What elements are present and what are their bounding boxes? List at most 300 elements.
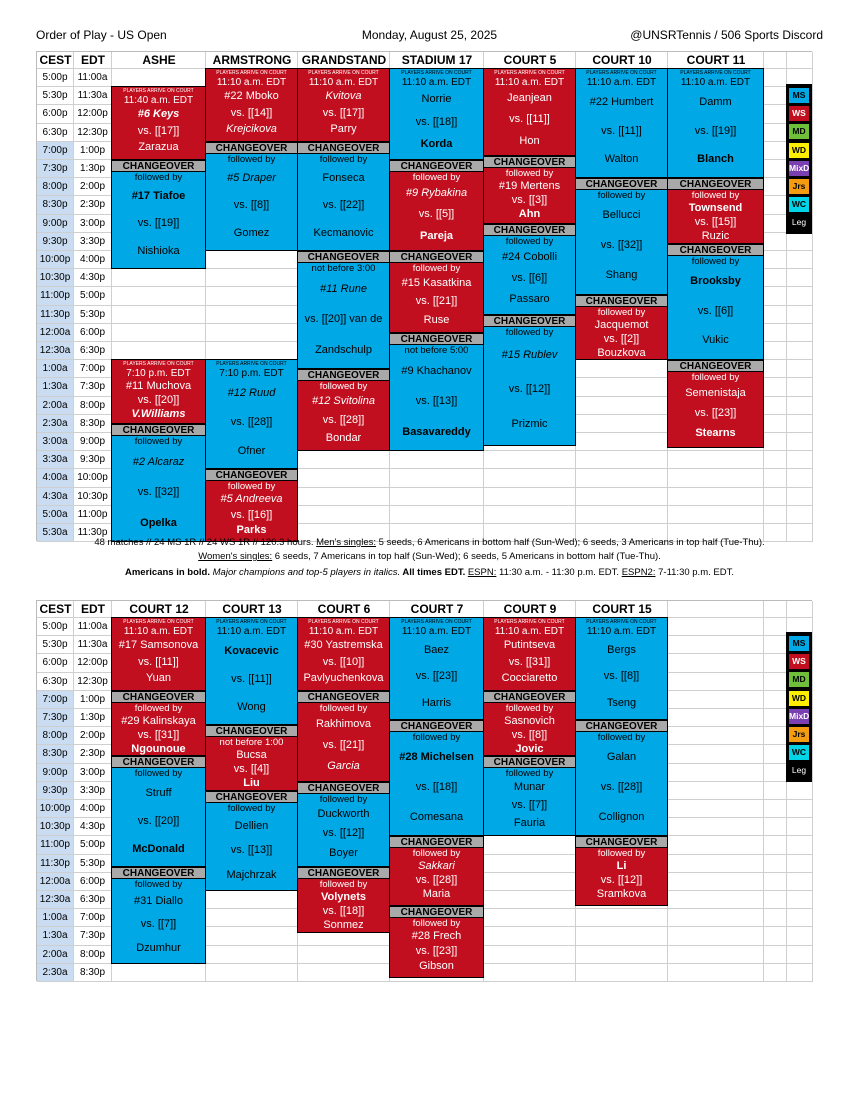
player-line: Stearns [695, 427, 736, 440]
changeover-bar: CHANGEOVER [390, 836, 483, 848]
changeover-bar: CHANGEOVER [298, 867, 389, 879]
start-time: 11:10 a.m. EDT [401, 626, 472, 637]
player-line: Comesana [409, 810, 464, 823]
column-header: CEST [39, 53, 72, 67]
match-block[interactable] [389, 250, 484, 333]
player-line: Wong [237, 701, 266, 714]
column-header: ASHE [142, 53, 176, 67]
match-block[interactable] [205, 141, 298, 251]
match-block[interactable] [111, 690, 206, 757]
match-block[interactable] [575, 177, 668, 294]
match-block[interactable] [389, 68, 484, 160]
cest-time: 2:30a [37, 415, 73, 432]
page-header [36, 28, 823, 44]
edt-time: 2:30p [79, 748, 106, 760]
column-header: COURT 13 [222, 602, 282, 616]
changeover-bar: CHANGEOVER [390, 333, 483, 345]
match-block[interactable] [483, 617, 576, 691]
edt-time: 1:00p [79, 693, 106, 705]
player-line: Prizmic [511, 418, 548, 431]
order-note: not before 3:00 [311, 263, 376, 274]
player-line: vs. [[15]] [694, 216, 737, 229]
match-block[interactable] [205, 617, 298, 725]
changeover-bar: CHANGEOVER [206, 725, 297, 737]
start-time: 11:10 a.m. EDT [123, 626, 194, 637]
cest-time: 2:00a [37, 946, 73, 963]
match-block[interactable] [389, 905, 484, 979]
order-note: not before 5:00 [404, 344, 469, 356]
player-line: Munar [513, 781, 546, 794]
player-line: vs. [[11]] [231, 673, 272, 686]
cest-time: 3:30a [37, 451, 73, 468]
start-time: 11:40 a.m. EDT [123, 95, 194, 107]
changeover-bar: CHANGEOVER [206, 791, 297, 803]
start-time: 11:10 a.m. EDT [308, 77, 379, 88]
cest-time: 6:00p [42, 657, 68, 669]
arrival-note: PLAYERS ARRIVE ON COURT [494, 70, 565, 76]
match-block[interactable] [111, 866, 206, 963]
edt-time: 12:30p [77, 675, 108, 687]
player-line: Damm [699, 96, 732, 108]
player-line: #11 Muchova [125, 380, 192, 393]
player-line: Gibson [419, 960, 454, 973]
player-line: Sakkari [418, 860, 455, 873]
edt-time: 7:00p [79, 363, 106, 375]
start-time: 7:10 p.m. EDT [126, 368, 191, 380]
match-block[interactable] [483, 755, 576, 836]
match-block[interactable] [297, 866, 390, 933]
player-line: vs. [[4]] [233, 763, 270, 776]
changeover-bar: CHANGEOVER [206, 469, 297, 481]
cest-time: 5:00p [42, 621, 68, 632]
changeover-bar: CHANGEOVER [112, 867, 205, 879]
note-line: 48 matches // 24 MS 1R // 24 WS 1R // 120.3 hours. Men's singles: 5 seeds, 6 Americans in bottom half (Sun-Wed); 6 seeds, 3 Americans in top half (Tue-Thu). [94, 537, 765, 548]
player-line: vs. [[31]] [137, 728, 180, 741]
changeover-bar: CHANGEOVER [484, 224, 575, 236]
start-time: 11:10 a.m. EDT [494, 626, 565, 637]
start-time: 11:10 a.m. EDT [308, 626, 379, 637]
edt-time: 10:30p [77, 490, 108, 502]
cest-time: 1:30a [37, 927, 73, 944]
start-time: 11:10 a.m. EDT [586, 626, 657, 637]
order-note: followed by [412, 848, 461, 860]
player-line: #22 Humbert [589, 96, 654, 108]
player-line: Shang [605, 268, 638, 281]
edt-time: 6:00p [79, 326, 106, 338]
match-block[interactable] [389, 617, 484, 720]
changeover-bar: CHANGEOVER [298, 782, 389, 794]
player-line: Jacquemot [594, 318, 649, 331]
player-line: vs. [[19]] [694, 124, 737, 137]
changeover-bar: CHANGEOVER [576, 836, 667, 848]
arrival-note: PLAYERS ARRIVE ON COURT [308, 70, 379, 76]
player-line: Passaro [509, 293, 550, 306]
player-line: #17 Samsonova [118, 639, 199, 651]
edt-time: 3:30p [79, 784, 106, 796]
order-note: followed by [319, 879, 368, 891]
changeover-bar: CHANGEOVER [576, 178, 667, 190]
player-line: Townsend [688, 202, 743, 215]
cest-time: 4:00a [37, 469, 73, 486]
edt-time: 4:30p [79, 272, 106, 284]
match-block[interactable] [111, 86, 206, 160]
arrival-note: PLAYERS ARRIVE ON COURT [123, 619, 194, 625]
order-note: followed by [505, 326, 554, 338]
cest-time: 8:30p [37, 745, 73, 762]
cest-time: 8:00p [37, 178, 73, 195]
cest-time: 7:30p [37, 709, 73, 726]
column-header: CEST [39, 602, 72, 616]
player-line: vs. [[10]] [322, 655, 365, 668]
order-note: followed by [134, 172, 183, 183]
player-line: Ngounoue [131, 742, 186, 755]
column-header: COURT 15 [592, 602, 652, 616]
edt-time: 8:00p [79, 399, 106, 411]
changeover-bar: CHANGEOVER [576, 720, 667, 732]
player-line: vs. [[8]] [603, 670, 640, 683]
player-line: vs. [[21]] [415, 295, 458, 308]
player-line: Sramkova [596, 888, 647, 901]
edt-time: 7:30p [79, 930, 106, 942]
player-line: #30 Yastremska [304, 639, 383, 651]
cest-time: 9:00p [37, 764, 73, 781]
match-block[interactable] [483, 223, 576, 315]
match-block[interactable] [575, 294, 668, 361]
changeover-bar: CHANGEOVER [112, 691, 205, 703]
changeover-bar: CHANGEOVER [390, 251, 483, 263]
player-line: Putintseva [503, 639, 556, 651]
order-note: followed by [319, 381, 368, 393]
match-block[interactable] [111, 423, 206, 542]
order-note: followed by [412, 731, 461, 743]
cest-time: 4:30a [37, 488, 73, 505]
legend-item: MS [789, 636, 809, 651]
player-line: vs. [[8]] [233, 199, 270, 212]
player-line: vs. [[28]] [415, 874, 458, 887]
note-line: Americans in bold. Major champions and top-5 players in italics. All times EDT. ESPN: 11:30 a.m. - 11:30 p.m. EDT. ESPN2: 7-11:30 p.m. EDT. [125, 567, 734, 578]
match-block[interactable] [575, 835, 668, 905]
edt-time: 1:30p [79, 163, 106, 174]
arrival-note: PLAYERS ARRIVE ON COURT [308, 619, 379, 625]
start-time: 11:10 a.m. EDT [680, 77, 751, 88]
match-block[interactable] [111, 755, 206, 867]
edt-time: 9:00p [79, 436, 106, 447]
player-line: vs. [[18]] [415, 780, 458, 793]
edt-time: 5:30p [79, 857, 106, 869]
column-header: COURT 9 [503, 602, 557, 616]
player-line: #24 Cobolli [501, 250, 558, 263]
player-line: Jeanjean [507, 92, 552, 104]
player-line: vs. [[11]] [601, 124, 642, 137]
edt-time: 12:00p [77, 657, 108, 669]
player-line: Basavareddy [402, 425, 471, 438]
player-line: Ruse [423, 313, 450, 326]
order-note: followed by [597, 190, 646, 202]
player-line: Korda [420, 138, 453, 151]
cest-time: 6:00p [42, 108, 68, 120]
order-note: followed by [505, 235, 554, 247]
player-line: vs. [[28]] [322, 413, 365, 426]
player-line: vs. [[28]] [230, 415, 273, 428]
player-line: Bellucci [602, 209, 641, 222]
match-block[interactable] [205, 359, 298, 469]
player-line: Parks [236, 523, 267, 536]
cest-time: 7:00p [37, 691, 73, 708]
edt-time: 5:00p [79, 839, 106, 851]
legend-item: MixD [789, 161, 809, 176]
player-line: #17 Tiafoe [131, 190, 186, 202]
player-line: Dellien [234, 819, 269, 832]
match-block[interactable] [205, 468, 298, 542]
start-time: 11:10 a.m. EDT [586, 77, 657, 88]
player-line: #9 Khachanov [401, 364, 472, 377]
edt-time: 7:00p [79, 912, 106, 924]
player-line: V.Williams [131, 408, 186, 421]
player-line: Zandschulp [315, 343, 372, 356]
cest-time: 11:00p [37, 836, 73, 853]
player-line: vs. [[8]] [511, 728, 548, 741]
order-note: followed by [227, 153, 276, 165]
arrival-note: PLAYERS ARRIVE ON COURT [586, 619, 657, 625]
legend-item: MS [789, 88, 809, 103]
player-line: Blanch [697, 153, 734, 166]
player-line: vs. [[31]] [508, 655, 551, 668]
changeover-bar: CHANGEOVER [576, 295, 667, 307]
cest-time: 12:30a [37, 342, 73, 359]
player-line: #12 Svitolina [312, 395, 375, 408]
changeover-bar: CHANGEOVER [668, 244, 763, 256]
match-block[interactable] [297, 617, 390, 691]
cest-time: 1:00a [37, 360, 73, 377]
edt-time: 8:30p [79, 417, 106, 429]
match-block[interactable] [111, 159, 206, 269]
player-line: Volynets [320, 891, 367, 904]
match-block[interactable] [483, 314, 576, 446]
legend-item: MD [789, 124, 809, 139]
player-line: vs. [[23]] [415, 944, 458, 957]
changeover-bar: CHANGEOVER [484, 315, 575, 327]
grid-hline [37, 981, 813, 982]
order-note: followed by [134, 435, 183, 447]
order-note: followed by [597, 731, 646, 743]
changeover-bar: CHANGEOVER [484, 691, 575, 703]
player-line: vs. [[12]] [508, 383, 551, 396]
order-note: followed by [691, 372, 740, 384]
match-block[interactable] [667, 177, 764, 244]
match-block[interactable] [297, 141, 390, 251]
cest-time: 10:30p [37, 818, 73, 835]
changeover-bar: CHANGEOVER [298, 691, 389, 703]
match-block[interactable] [483, 690, 576, 757]
player-line: Kvitova [325, 90, 362, 102]
edt-time: 4:00p [79, 803, 106, 814]
arrival-note: PLAYERS ARRIVE ON COURT [216, 70, 287, 76]
player-line: vs. [[17]] [322, 106, 365, 119]
player-line: Walton [604, 153, 639, 166]
edt-time: 11:30p [77, 527, 108, 538]
player-line: vs. [[18]] [322, 905, 365, 918]
player-line: Hon [519, 134, 540, 147]
player-line: vs. [[12]] [600, 874, 643, 887]
player-line: vs. [[6]] [697, 304, 734, 317]
player-line: #15 Kasatkina [401, 277, 472, 289]
player-line: vs. [[5]] [418, 208, 455, 221]
cest-time: 9:30p [37, 233, 73, 250]
match-block[interactable] [297, 68, 390, 142]
match-block[interactable] [389, 835, 484, 905]
cest-time: 1:00a [37, 909, 73, 926]
match-block[interactable] [575, 617, 668, 720]
player-line: vs. [[22]] [322, 199, 365, 212]
edt-time: 4:00p [79, 254, 106, 265]
order-note: not before 1:00 [219, 737, 284, 749]
legend-top [786, 84, 812, 234]
player-line: Fauria [513, 816, 546, 829]
match-block[interactable] [297, 781, 390, 868]
match-block[interactable] [205, 724, 298, 791]
player-line: vs. [[21]] [322, 739, 365, 752]
player-line: #5 Draper [227, 171, 276, 184]
legend-item: Leg [789, 215, 809, 230]
order-note: followed by [597, 848, 646, 860]
edt-time: 11:00p [77, 508, 108, 520]
order-note: followed by [412, 172, 461, 183]
cest-time: 5:00p [42, 72, 68, 83]
start-time: 11:10 a.m. EDT [216, 77, 287, 88]
column-header: EDT [81, 53, 105, 67]
changeover-bar: CHANGEOVER [298, 142, 389, 154]
arrival-note: PLAYERS ARRIVE ON COURT [216, 619, 287, 625]
legend-item: MixD [789, 709, 809, 724]
player-line: vs. [[3]] [511, 194, 548, 207]
player-line: vs. [[17]] [137, 124, 180, 137]
player-line: #28 Michelsen [399, 750, 474, 763]
player-line: Harris [421, 696, 452, 709]
player-line: Duckworth [317, 807, 370, 820]
player-line: vs. [[6]] [511, 272, 548, 285]
player-line: Krejcikova [226, 123, 277, 136]
order-note: followed by [505, 168, 554, 180]
player-line: Zarazua [138, 141, 179, 154]
player-line: Cocciaretto [501, 672, 558, 685]
match-block[interactable] [111, 617, 206, 691]
cest-time: 2:30a [37, 964, 73, 981]
edt-time: 11:00a [77, 621, 108, 632]
schedule-date: Monday, August 25, 2025 [361, 28, 498, 42]
edt-time: 3:00p [79, 217, 106, 229]
player-line: Ahn [518, 208, 541, 221]
match-block[interactable] [297, 368, 390, 451]
match-block[interactable] [483, 68, 576, 156]
player-line: Pareja [419, 229, 454, 242]
match-block[interactable] [205, 790, 298, 891]
cest-time: 5:30p [42, 90, 68, 102]
changeover-bar: CHANGEOVER [484, 156, 575, 168]
changeover-bar: CHANGEOVER [112, 424, 205, 436]
column-header: GRANDSTAND [301, 53, 387, 67]
cest-time: 6:30p [42, 675, 68, 687]
player-line: vs. [[20]] [137, 815, 180, 828]
match-block[interactable] [111, 359, 206, 424]
order-note: followed by [227, 481, 276, 493]
player-line: vs. [[32]] [600, 239, 643, 251]
cest-time: 9:00p [37, 215, 73, 232]
match-block[interactable] [389, 332, 484, 451]
edt-time: 8:00p [79, 948, 106, 960]
match-block[interactable] [389, 719, 484, 836]
cest-time: 11:30p [37, 855, 73, 872]
changeover-bar: CHANGEOVER [298, 369, 389, 381]
match-block[interactable] [389, 159, 484, 251]
changeover-bar: CHANGEOVER [112, 160, 205, 172]
player-line: Yuan [145, 672, 172, 685]
match-block[interactable] [667, 68, 764, 178]
player-line: vs. [[14]] [230, 106, 273, 119]
legend-item: WC [789, 197, 809, 212]
edt-time: 11:30a [77, 639, 108, 651]
player-line: vs. [[13]] [415, 395, 458, 408]
player-line: vs. [[18]] [415, 115, 458, 128]
player-line: Bucsa [236, 749, 267, 762]
cest-time: 8:00p [37, 727, 73, 744]
edt-time: 6:30p [79, 345, 106, 356]
player-line: Boyer [329, 846, 358, 859]
column-header: ARMSTRONG [212, 53, 292, 67]
cest-time: 11:00p [37, 287, 73, 304]
match-block[interactable] [297, 250, 390, 369]
player-line: #5 Andreeva [220, 493, 283, 506]
match-block[interactable] [575, 719, 668, 836]
player-line: #6 Keys [137, 108, 180, 121]
legend-item: Leg [789, 763, 809, 778]
player-line: Gomez [233, 226, 270, 239]
column-header: COURT 12 [129, 602, 189, 616]
player-line: vs. [[12]] [322, 827, 365, 840]
player-line: Galan [606, 750, 637, 763]
changeover-bar: CHANGEOVER [206, 142, 297, 154]
match-block[interactable] [667, 359, 764, 447]
player-line: vs. [[20]] [137, 394, 180, 407]
start-time: 11:10 a.m. EDT [401, 77, 472, 88]
changeover-bar: CHANGEOVER [390, 906, 483, 918]
cest-time: 9:30p [37, 782, 73, 799]
player-line: Kecmanovic [313, 226, 374, 239]
cest-time: 2:00a [37, 397, 73, 414]
order-note: followed by [691, 190, 740, 202]
note-line: Women's singles: 6 seeds, 7 Americans in top half (Sun-Wed); 6 seeds, 5 Americans in bottom half (Tue-Thu). [198, 551, 661, 562]
order-note: followed by [412, 263, 461, 274]
player-line: Struff [145, 787, 172, 800]
order-note: followed by [412, 917, 461, 929]
match-block[interactable] [205, 68, 298, 142]
player-line: Rakhimova [315, 717, 372, 730]
match-block[interactable] [667, 243, 764, 360]
order-note: followed by [134, 879, 183, 891]
player-line: Semenistaja [685, 387, 746, 400]
player-line: Vukic [702, 334, 729, 347]
arrival-note: PLAYERS ARRIVE ON COURT [123, 361, 194, 368]
edt-time: 9:30p [79, 454, 106, 466]
column-header: STADIUM 17 [401, 53, 473, 67]
match-block[interactable] [575, 68, 668, 178]
cest-time: 10:30p [37, 269, 73, 286]
match-block[interactable] [483, 155, 576, 223]
match-block[interactable] [297, 690, 390, 782]
changeover-bar: CHANGEOVER [668, 178, 763, 190]
order-note: followed by [134, 768, 183, 780]
grid-vline [812, 601, 813, 982]
order-note: followed by [691, 255, 740, 267]
